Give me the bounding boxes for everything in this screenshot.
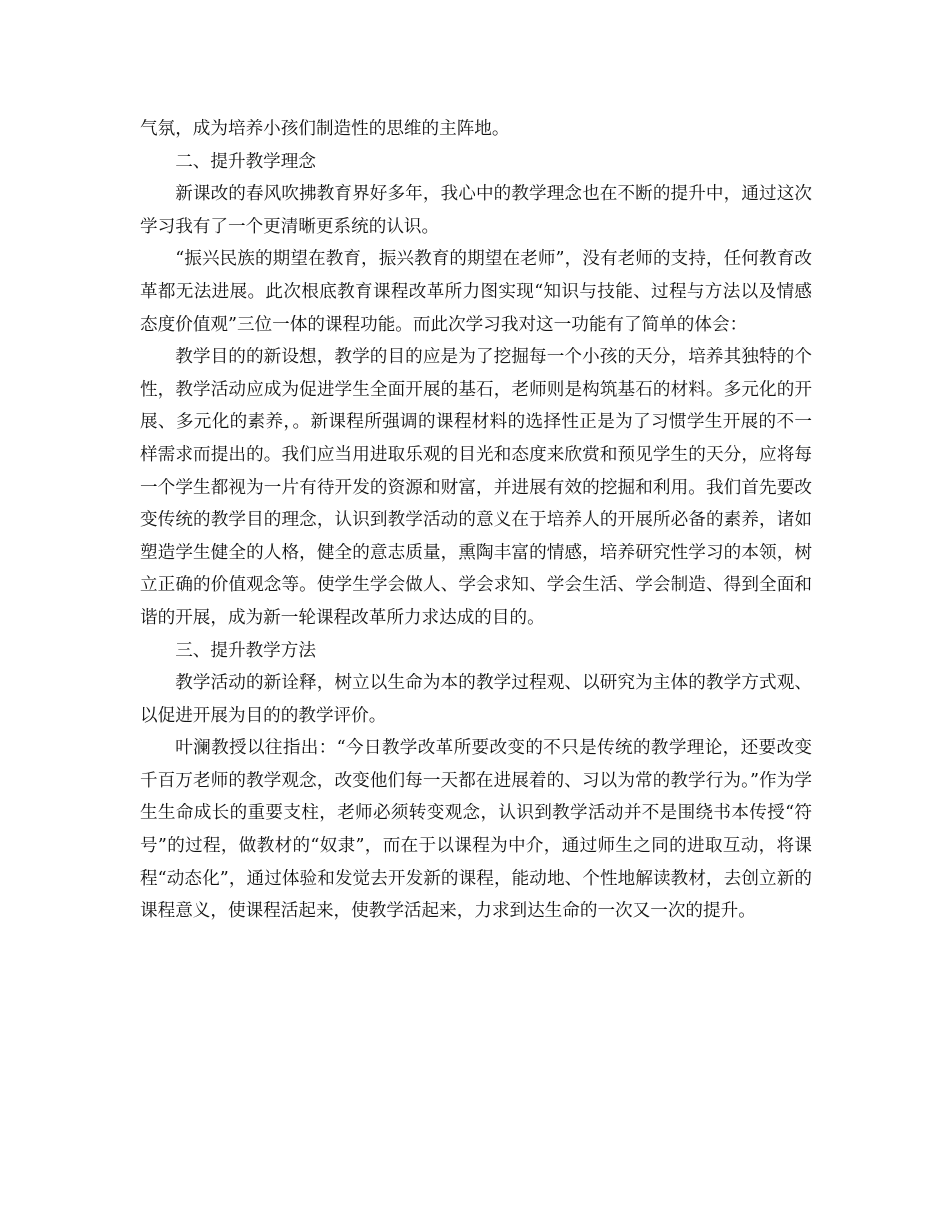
section-heading-2: 二、提升教学理念	[175, 151, 316, 172]
paragraph: 教学目的的新设想，教学的目的应是为了挖掘每一个小孩的天分，培养其独特的个性，教学活动应成为促进学生全面开展的基石，老师则是构筑基石的材料。多元化的开展、多元化的素养，。新课程所强调的课程材料的选择性正是为了习惯学生开展的不一样需求而提出的。我们应当用进取乐观的目光和态度来欣赏和预见学生的天分，应将每一个学生都视为一片有待开发的资源和财富，并进展有效的挖掘和利用。我们首先要改变传统的教学目的理念，认识到教学活动的意义在于培养人的开展所必备的素养，诸如塑造学生健全的人格，健全的意志质量，熏陶丰富的情感，培养研究性学习的本领，树立正确的价值观念等。使学生学会做人、学会求知、学会生活、学会制造、得到全面和谐的开展，成为新一轮课程改革所力求达成的目的。	[140, 347, 812, 628]
paragraph: 叶澜教授以往指出：“今日教学改革所要改变的不只是传统的教学理论，还要改变千百万老师的教学观念，改变他们每一天都在进展着的、习以为常的教学行为。”作为学生生命成长的重要支柱，老师必须转变观念，认识到教学活动并不是围绕书本传授“符号”的过程，做教材的“奴隶”，而在于以课程为中介，通过师生之同的进取互动，将课程“动态化”，通过体验和发觉去开发新的课程，能动地、个性地解读教材，去创立新的课程意义，使课程活起来，使教学活起来，力求到达生命的一次又一次的提升。	[140, 738, 812, 922]
document-page	[140, 113, 812, 928]
paragraph: 教学活动的新诠释，树立以生命为本的教学过程观、以研究为主体的教学方式观、以促进开展为目的的教学评价。	[140, 673, 812, 726]
paragraph: “振兴民族的期望在教育，振兴教育的期望在老师”，没有老师的支持，任何教育改革都无法进展。此次根底教育课程改革所力图实现“知识与技能、过程与方法以及情感态度价值观”三位一体的课程功能。而此次学习我对这一功能有了简单的体会：	[140, 249, 812, 335]
paragraph-continuation: 气氛，成为培养小孩们制造性的思维的主阵地。	[140, 119, 510, 139]
section-heading-3: 三、提升教学方法	[175, 640, 316, 661]
paragraph: 新课改的春风吹拂教育界好多年，我心中的教学理念也在不断的提升中，通过这次学习我有了一个更清晰更系统的认识。	[140, 184, 812, 237]
